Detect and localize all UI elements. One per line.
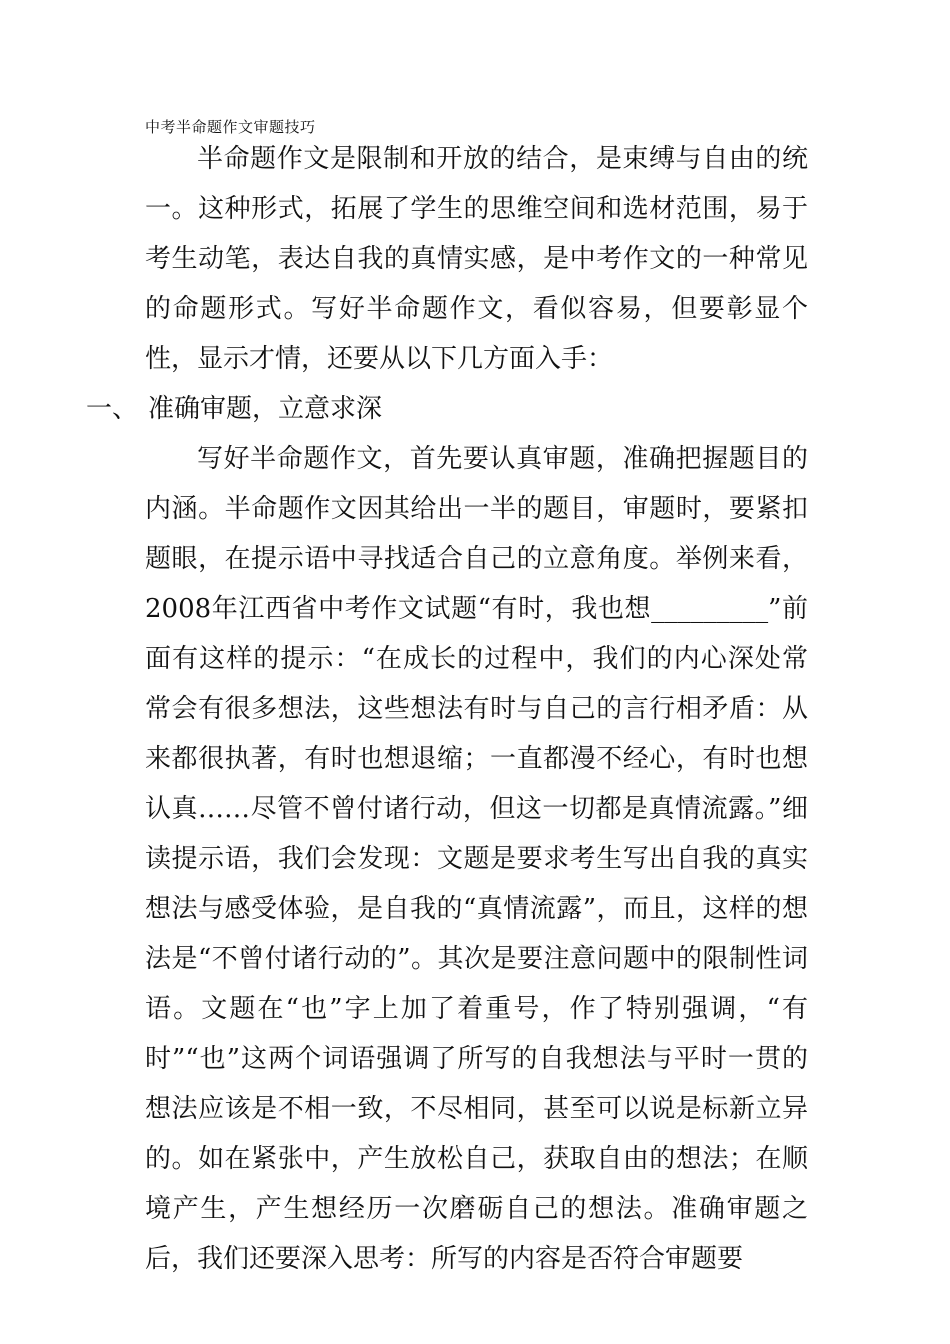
- document-title: 中考半命题作文审题技巧: [145, 118, 316, 136]
- intro-paragraph: 半命题作文是限制和开放的结合，是束缚与自由的统一。这种形式，拓展了学生的思维空间和选材范围，易于考生动笔，表达自我的真情实感，是中考作文的一种常见的命题形式。写好半命题作文，看似容易，但要彰显个性，显示才情，还要从以下几方面入手：: [145, 144, 808, 374]
- section-number: 一、: [86, 394, 139, 424]
- section-1-paragraph: 写好半命题作文，首先要认真审题，准确把握题目的内涵。半命题作文因其给出一半的题目，审题时，要紧扣题眼，在提示语中寻找适合自己的立意角度。举例来看，2008年江西省中考作文试题“有时，我也想_________”前面有这样的提示：“在成长的过程中，我们的内心深处常常会有很多想法，这些想法有时与自己的言行相矛盾：从来都很执著，有时也想退缩；一直都漫不经心，有时也想认真……尽管不曾付诸行动，但这一切都是真情流露。”细读提示语，我们会发现：文题是要求考生写出自我的真实想法与感受体验，是自我的“真情流露”，而且，这样的想法是“不曾付诸行动的”。其次是要注意问题中的限制性词语。文题在“也”字上加了着重号，作了特别强调，“有时”“也”这两个词语强调了所写的自我想法与平时一贯的想法应该是不相一致，不尽相同，甚至可以说是标新立异的。如在紧张中，产生放松自己，获取自由的想法；在顺境产生，产生想经历一次磨砺自己的想法。准确审题之后，我们还要深入思考：所写的内容是否符合审题要: [145, 444, 808, 1274]
- section-heading-text: 准确审题，立意求深: [148, 394, 383, 424]
- section-heading-1: [86, 384, 382, 434]
